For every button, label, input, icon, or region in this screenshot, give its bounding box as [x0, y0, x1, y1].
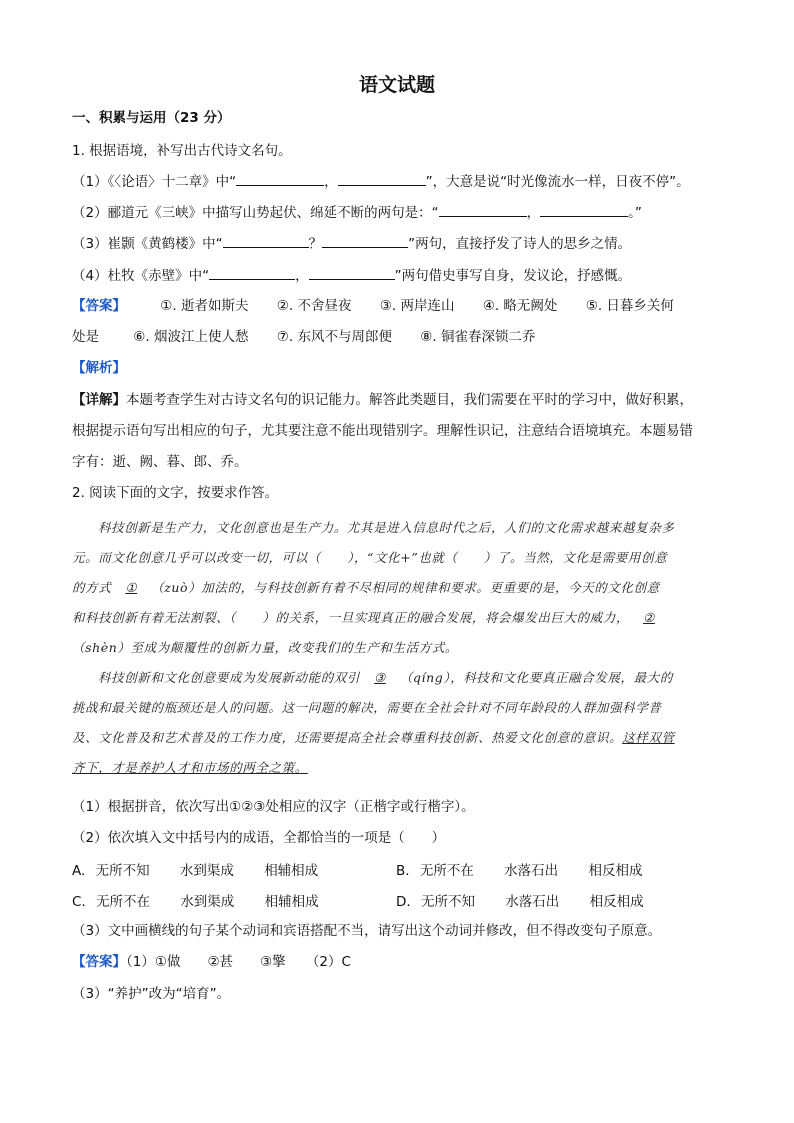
passage-line: 科技创新是生产力，文化创意也是生产力。尤其是进入信息时代之后，人们的文化需求越来越复杂多	[98, 520, 675, 535]
q2-answer-line1	[72, 952, 351, 972]
option-letter: C.	[72, 894, 86, 910]
answer-item: ⑥. 烟波江上使人愁	[133, 329, 249, 345]
blank-marker-3: ③	[374, 670, 386, 685]
q1-answer-line2	[72, 327, 559, 347]
answer-tag: 【答案】	[72, 954, 126, 970]
q1-part4-mid: ，	[295, 268, 309, 284]
passage-text: 及、文化普及和艺术普及的工作力度，还需要提高全社会尊重科技创新、热爱文化创意的意识。	[72, 730, 623, 745]
fill-blank	[338, 171, 426, 186]
answer-item: ③. 两岸连山	[379, 298, 455, 314]
q2-sub2: （2）依次填入文中括号内的成语，全都恰当的一项是（ ）	[72, 830, 446, 846]
passage-text: 和科技创新有着无法割裂、（ ）的关系，一旦实现真正的融合发展，将会爆发出巨大的威力，	[72, 610, 630, 625]
option-word: 相辅相成	[264, 863, 319, 879]
detail-line3: 字有：逝、阙、暮、郎、乔。	[72, 454, 248, 470]
answer-item: ④. 略无阙处	[482, 298, 558, 314]
passage-line: 元。而文化创意几乎可以改变一切，可以（ ），“文化+”也就（ ）了。当然，文化是需要用创意	[72, 550, 668, 565]
detail-line1	[72, 390, 693, 410]
answer-tag: 【答案】	[72, 298, 126, 314]
q1-part4-post: ”两句借史事写自身，发议论，抒感慨。	[394, 268, 632, 284]
passage-line	[72, 603, 722, 633]
option-word: 相反相成	[589, 894, 644, 910]
underlined-sentence: 齐下，才是养护人才和市场的两全之策。	[72, 760, 308, 775]
underlined-sentence: 这样双管	[622, 730, 675, 745]
answer-text: （1）①做 ②甚 ③擎 （2）C	[126, 954, 351, 970]
page-title: 语文试题	[358, 74, 435, 96]
answer-item: ⑦. 东风不与周郎便	[276, 329, 392, 345]
fill-blank	[309, 265, 395, 280]
passage-line	[72, 753, 722, 783]
option-word: 水到渠成	[180, 894, 235, 910]
answer-cont: 处是	[72, 329, 99, 345]
fill-blank	[439, 202, 527, 217]
option-word: 水落石出	[504, 863, 559, 879]
q1-part3-post: ”两句，直接抒发了诗人的思乡之情。	[408, 236, 632, 252]
passage-line	[72, 723, 722, 753]
detail-text: 本题考查学生对古诗文名句的识记能力。解答此类题目，我们需要在平时的学习中，做好积累，	[126, 392, 693, 408]
passage-line: （shèn）至成为颠覆性的创新力量，改变我们的生产和生活方式。	[72, 640, 459, 655]
q1-part4	[72, 265, 631, 286]
answer-item: ⑤. 日暮乡关何	[585, 298, 674, 314]
q1-answer-line1	[72, 296, 674, 316]
analysis-label: 【解析】	[72, 360, 126, 376]
detail-label: 【详解】	[72, 392, 126, 408]
analysis-tag	[72, 358, 126, 378]
option-word: 相辅相成	[264, 894, 319, 910]
option-letter: B.	[396, 863, 410, 879]
fill-blank	[223, 233, 309, 248]
option-a	[72, 859, 318, 879]
q1-part1-pre: （1）《〈论语〉十二章》中“	[72, 174, 237, 190]
q1-part2-mid: ，	[526, 205, 541, 221]
option-word: 无所不知	[95, 863, 150, 879]
fill-blank	[236, 171, 324, 186]
blank-marker-2: ②	[643, 610, 655, 625]
q1-part3	[72, 233, 631, 254]
option-letter: D.	[396, 894, 411, 910]
q1-part2	[72, 202, 642, 223]
passage-text: （zuò）加法的，与科技创新有着不尽相同的规律和要求。更重要的是，今天的文化创意	[151, 580, 660, 595]
passage-text: 的方式	[72, 580, 112, 595]
fill-blank	[209, 265, 295, 280]
passage-text: （qíng），科技和文化要真正融合发展，最大的	[399, 670, 673, 685]
passage-line: 挑战和最关键的瓶颈还是人的问题。这一问题的解决，需要在全社会针对不同年龄段的人群加强科学普	[72, 700, 662, 715]
q1-part2-post: 。”	[628, 205, 642, 221]
fill-blank	[322, 233, 408, 248]
q1-stem: 1. 根据语境，补写出古代诗文名句。	[72, 143, 292, 159]
q2-sub1: （1）根据拼音，依次写出①②③处相应的汉字（正楷字或行楷字）。	[72, 799, 475, 815]
passage-line	[72, 663, 722, 693]
option-word: 水到渠成	[179, 863, 234, 879]
option-c	[72, 890, 319, 910]
q2-stem: 2. 阅读下面的文字，按要求作答。	[72, 485, 279, 501]
option-word: 无所不在	[96, 894, 151, 910]
section-heading: 一、积累与运用（23 分）	[72, 110, 231, 126]
q1-part1-mid: ，	[324, 174, 338, 190]
option-d	[396, 890, 644, 910]
q1-part1	[72, 171, 690, 192]
q1-part4-pre: （4）杜牧《赤壁》中“	[72, 268, 210, 284]
passage-text: 科技创新和文化创意要成为发展新动能的双引	[98, 670, 361, 685]
blank-marker-1: ①	[125, 580, 138, 595]
option-b	[396, 859, 642, 879]
answer-item: ①. 逝者如斯夫	[160, 298, 249, 314]
fill-blank	[540, 202, 628, 217]
option-word: 水落石出	[505, 894, 560, 910]
passage-line	[72, 573, 722, 603]
detail-line2: 根据提示语句写出相应的句子，尤其要注意不能出现错别字。理解性识记，注意结合语境填充。本题易错	[72, 423, 693, 439]
option-word: 无所不在	[419, 863, 474, 879]
reading-passage	[72, 513, 722, 783]
q1-part3-pre: （3）崔颢《黄鹤楼》中“	[72, 236, 223, 252]
q1-part3-mid: ？	[308, 236, 323, 252]
answer-item: ⑧. 铜雀春深锁二乔	[420, 329, 536, 345]
option-word: 相反相成	[588, 863, 643, 879]
q1-part1-post: ”，大意是说“时光像流水一样，日夜不停”。	[425, 174, 690, 190]
q2-sub3: （3）文中画横线的句子某个动词和宾语搭配不当，请写出这个动词并修改，但不得改变句子原意。	[72, 923, 662, 939]
q2-answer-line2: （3）“养护”改为“培育”。	[72, 986, 231, 1002]
q1-part2-pre: （2）郦道元《三峡》中描写山势起伏、绵延不断的两句是：“	[72, 205, 439, 221]
option-word: 无所不知	[420, 894, 475, 910]
option-letter: A.	[72, 863, 86, 879]
answer-item: ②. 不舍昼夜	[276, 298, 352, 314]
